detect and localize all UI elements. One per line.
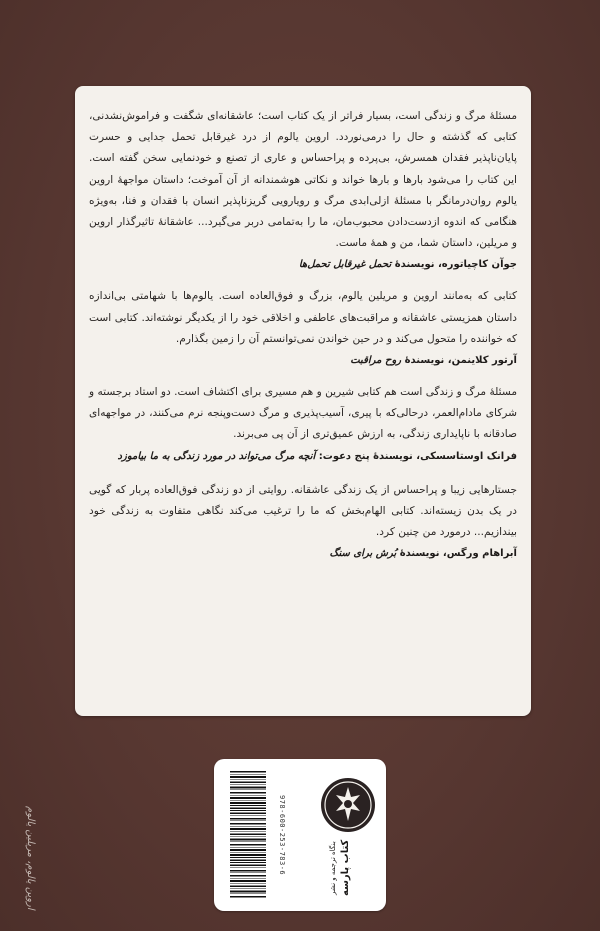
barcode (230, 771, 266, 899)
publisher-subtitle: بنگاه ترجمه و نشر (329, 841, 337, 895)
review-attribution (89, 256, 517, 274)
review-book-title: بُرش برای سنگ (329, 548, 397, 560)
review-author: آرتور کلاینمن، نویسندهٔ (404, 355, 517, 367)
review-4 (89, 480, 517, 564)
review-2 (89, 286, 517, 370)
review-text: مسئلهٔ مرگ و زندگی است، بسیار فراتر از یک کتاب است؛ عاشقانه‌ای شگفت و فراموش‌نشدنی، کتابی که گذشته و حال را درمی‌نوردد. اروین یالوم از درد غیرقابل تحمل جدایی و حسرت پایان‌ناپذیر فقدان همسرش، بی‌پرده و پراحساس و عاری از تصنع و خودنمایی سخن گفته است. این کتاب را می‌شود بارها و بارها خواند و نکاتی هوشمندانه از آن آموخت؛ داستان مواجههٔ اروین یالوم روان‌درمانگر با مسئلهٔ ازلی‌ابدی مرگ و رویارویی گریزناپذیر انسان با فقدان و فنا، به‌ویژه هنگامی که اندوه ازدست‌دادن محبوب‌مان، ما را به‌تمامی دربر می‌گیرد... عاشقانهٔ تاثیرگذار اروین و مریلین، داستان شما، من و همهٔ ماست. (89, 110, 517, 250)
publisher-name-block (328, 839, 376, 897)
review-text: جستارهایی زیبا و پراحساس از یک زندگی عاشقانه. روایتی از دو زندگی فوق‌العاده پربار که گویی در یک بدن زیسته‌اند. کتابی الهام‌بخش که ما را ترغیب می‌کند نگاهی متفاوت به زندگی خود بیندازیم... درمورد من چنین کرد. (89, 483, 517, 539)
review-1 (89, 106, 517, 274)
review-attribution (89, 448, 517, 466)
review-author: آبراهام ورگس، نویسندهٔ (399, 548, 517, 560)
review-3 (89, 382, 517, 466)
review-book-title: روح مراقبت (350, 355, 402, 367)
publisher-logo-icon (318, 775, 378, 835)
review-attribution (89, 352, 517, 370)
review-author: فرانک اوستاسسکی، نویسندهٔ پنج دعوت: (318, 450, 517, 462)
reviews-panel (75, 86, 531, 716)
reviews-content (89, 106, 517, 700)
publisher-name: کتاب پارسه (340, 839, 351, 897)
review-book-title: تحمل غیرقابل تحمل‌ها (298, 259, 392, 271)
review-text: کتابی که به‌مانند اروین و مریلین یالوم، بزرگ و فوق‌العاده است. یالوم‌ها با شهامتی بی‌اندازه داستان همزیستی عاشقانه و مراقبت‌های عاطفی و اخلاقی خود را از یکدیگر نوشته‌اند. کتابی است که خواننده را متحول می‌کند و در حین خواندن نمی‌توانستم آن را زمین بگذارم. (89, 290, 517, 345)
review-book-title: آنچه مرگ می‌تواند در مورد زندگی به ما بیاموزد (117, 450, 316, 462)
review-text: مسئلهٔ مرگ و زندگی است هم کتابی شیرین و هم مسیری برای اکتشاف است. دو استاد برجسته و شرکای مادام‌العمر، درحالی‌که با پیری، آسیب‌پذیری و مرگ دست‌وپنجه نرم می‌کنند، در مواجهه‌ای صادقانه با ناپایداری زندگی، به ارزش عمیق‌تری از آن پی می‌برند. (89, 386, 517, 441)
barcode-publisher-box (214, 759, 386, 911)
review-author: جوآن کاچیاتوره، نویسندهٔ (394, 259, 517, 271)
review-attribution (89, 545, 517, 563)
isbn-number: 978-600-253-783-6 (278, 794, 286, 876)
spine-signature: اروین یالوم، مریلین یالوم (25, 806, 36, 910)
